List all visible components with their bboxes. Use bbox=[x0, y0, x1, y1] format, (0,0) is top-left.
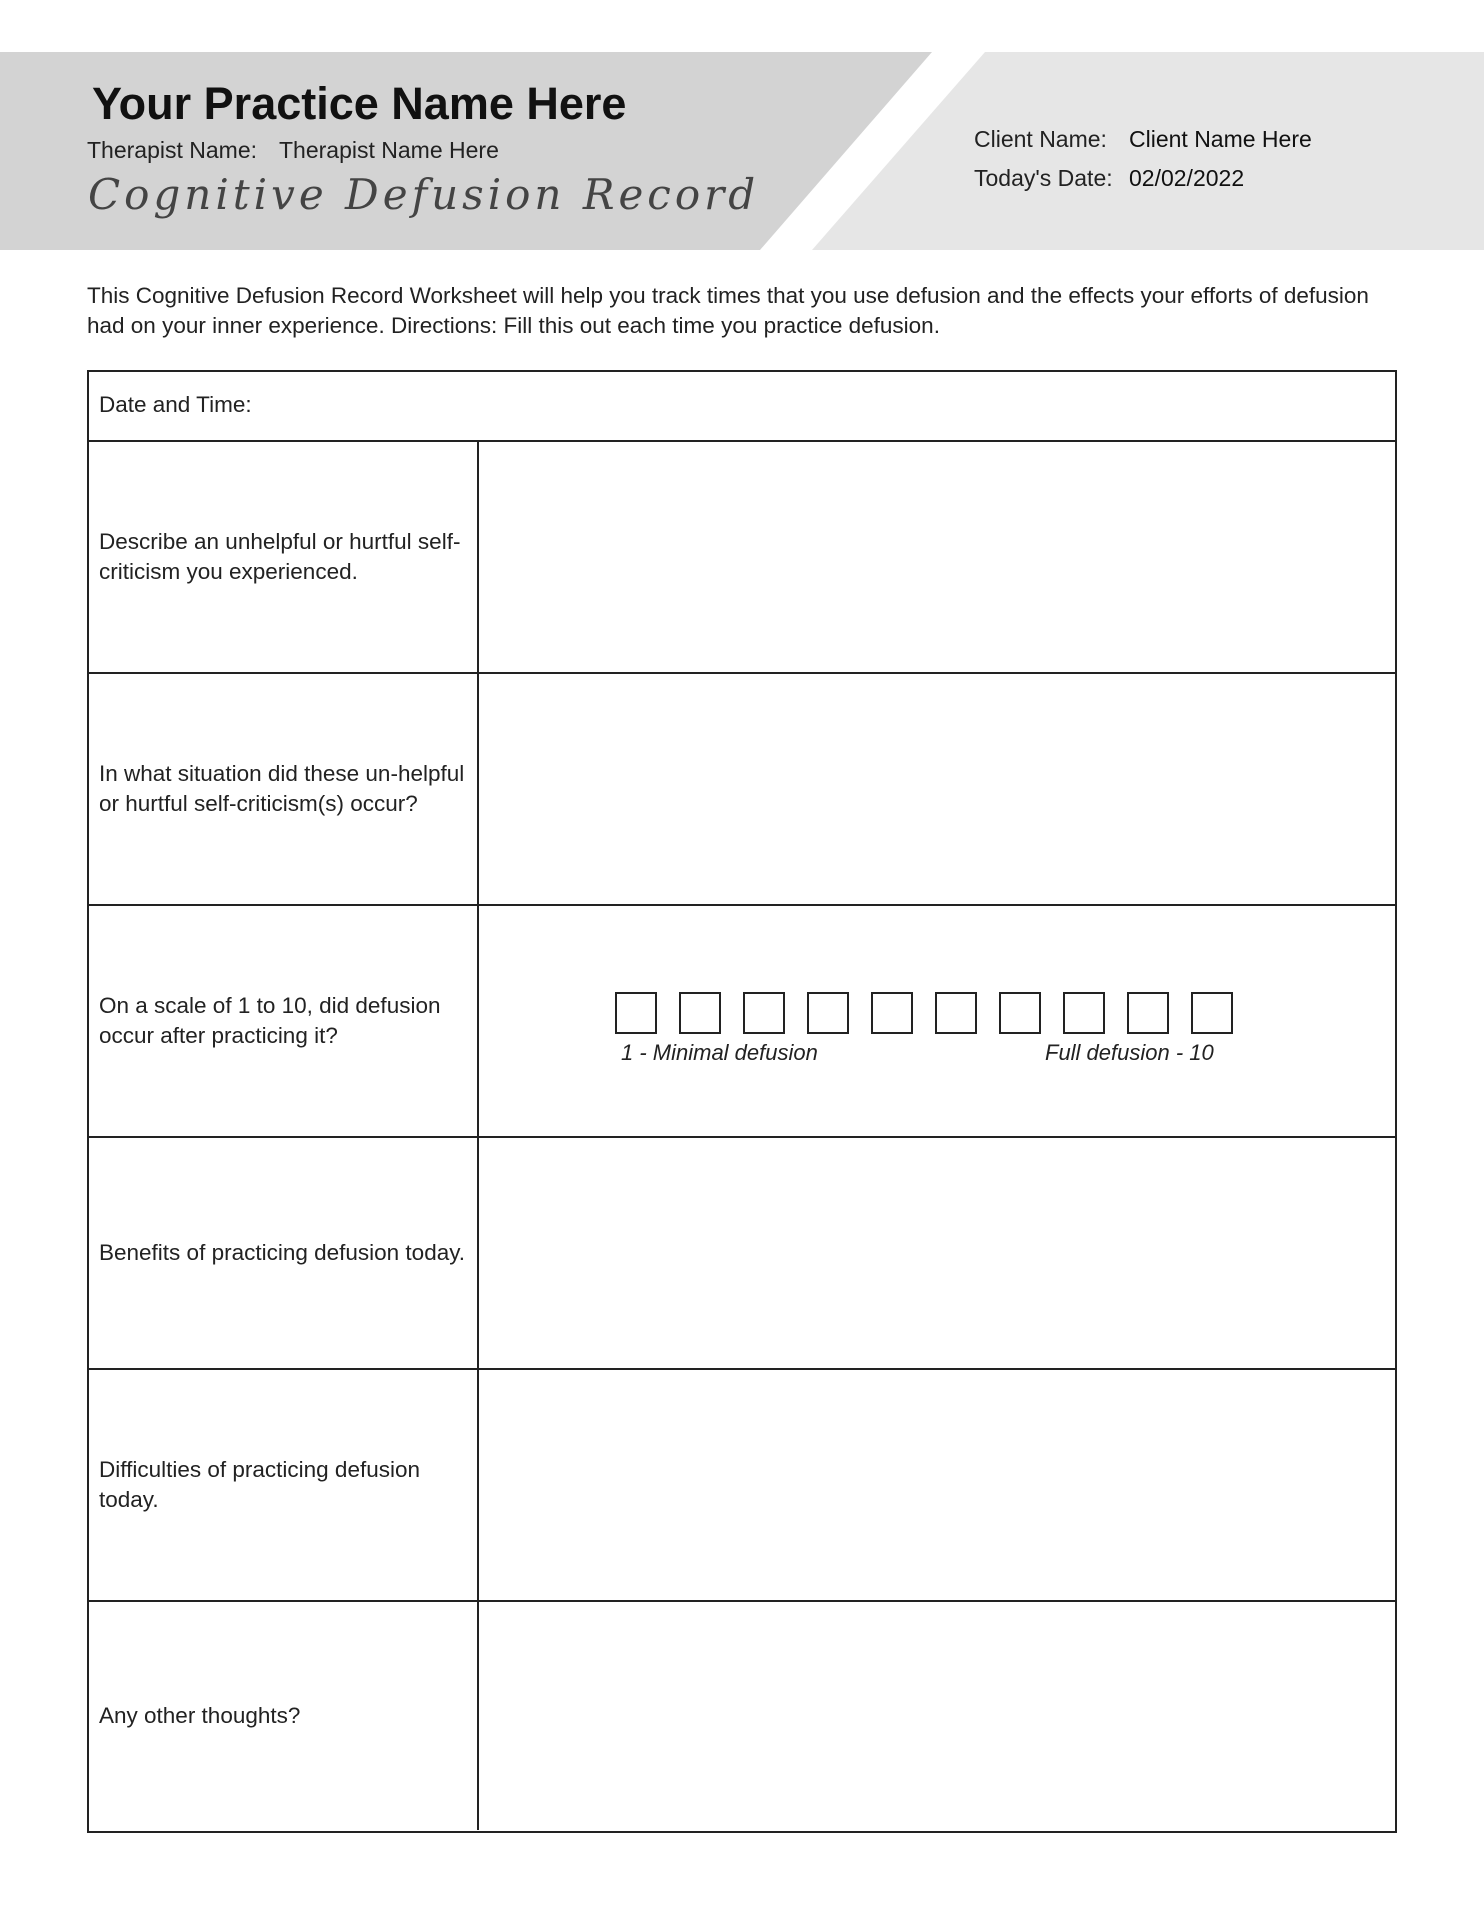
answer-cell-situation[interactable] bbox=[479, 674, 1395, 904]
scale-checkbox-3[interactable] bbox=[743, 992, 785, 1034]
practice-name: Your Practice Name Here bbox=[92, 78, 627, 129]
scale-checkbox-10[interactable] bbox=[1191, 992, 1233, 1034]
question-benefits: Benefits of practicing defusion today. bbox=[99, 1240, 466, 1265]
table-row bbox=[89, 442, 1395, 674]
table-row bbox=[89, 674, 1395, 906]
client-name-value[interactable]: Client Name Here bbox=[1129, 126, 1312, 152]
therapist-name-label: Therapist Name: bbox=[87, 137, 258, 163]
date-time-label: Date and Time: bbox=[99, 392, 252, 417]
form-title: Cognitive Defusion Record bbox=[88, 170, 760, 219]
therapist-name-value[interactable]: Therapist Name Here bbox=[279, 137, 499, 163]
answer-cell-benefits[interactable] bbox=[479, 1138, 1395, 1368]
client-name-label: Client Name: bbox=[974, 126, 1107, 152]
answer-cell-difficulties[interactable] bbox=[479, 1370, 1395, 1600]
question-difficulties: Difficulties of practicing defusion today. bbox=[99, 1457, 420, 1512]
table-row bbox=[89, 906, 1395, 1138]
table-row bbox=[89, 1370, 1395, 1602]
answer-cell-other-thoughts[interactable] bbox=[479, 1602, 1395, 1830]
scale-checkbox-8[interactable] bbox=[1063, 992, 1105, 1034]
record-table bbox=[87, 370, 1397, 1833]
scale-checkbox-7[interactable] bbox=[999, 992, 1041, 1034]
scale-checkbox-5[interactable] bbox=[871, 992, 913, 1034]
question-situation: In what situation did these un-helpful or hurtful self-criticism(s) occur? bbox=[99, 761, 465, 816]
scale-checkbox-2[interactable] bbox=[679, 992, 721, 1034]
answer-cell-scale bbox=[479, 906, 1395, 1136]
todays-date-value[interactable]: 02/02/2022 bbox=[1129, 165, 1245, 191]
answer-cell-self-criticism[interactable] bbox=[479, 442, 1395, 672]
question-self-criticism: Describe an unhelpful or hurtful self-criticism you experienced. bbox=[99, 529, 461, 584]
scale-checkbox-1[interactable] bbox=[615, 992, 657, 1034]
table-row bbox=[89, 1602, 1395, 1830]
date-time-row[interactable] bbox=[89, 372, 1395, 442]
scale-checkbox-4[interactable] bbox=[807, 992, 849, 1034]
scale-max-label: Full defusion - 10 bbox=[1045, 1040, 1214, 1065]
question-cell bbox=[89, 1138, 479, 1368]
question-cell bbox=[89, 1602, 479, 1830]
scale-checkbox-9[interactable] bbox=[1127, 992, 1169, 1034]
intro-paragraph: This Cognitive Defusion Record Worksheet will help you track times that you use defusion and the effects your efforts of defusion had on your inner experience. Directions: Fill this out each time you practice defusion. bbox=[87, 283, 1369, 338]
table-row bbox=[89, 1138, 1395, 1370]
todays-date-label: Today's Date: bbox=[974, 165, 1113, 191]
scale-min-label: 1 - Minimal defusion bbox=[621, 1040, 818, 1065]
scale-checkbox-6[interactable] bbox=[935, 992, 977, 1034]
question-cell bbox=[89, 674, 479, 904]
question-cell bbox=[89, 442, 479, 672]
question-cell bbox=[89, 1370, 479, 1600]
question-cell bbox=[89, 906, 479, 1136]
question-other-thoughts: Any other thoughts? bbox=[99, 1703, 301, 1728]
question-scale: On a scale of 1 to 10, did defusion occur after practicing it? bbox=[99, 993, 441, 1048]
